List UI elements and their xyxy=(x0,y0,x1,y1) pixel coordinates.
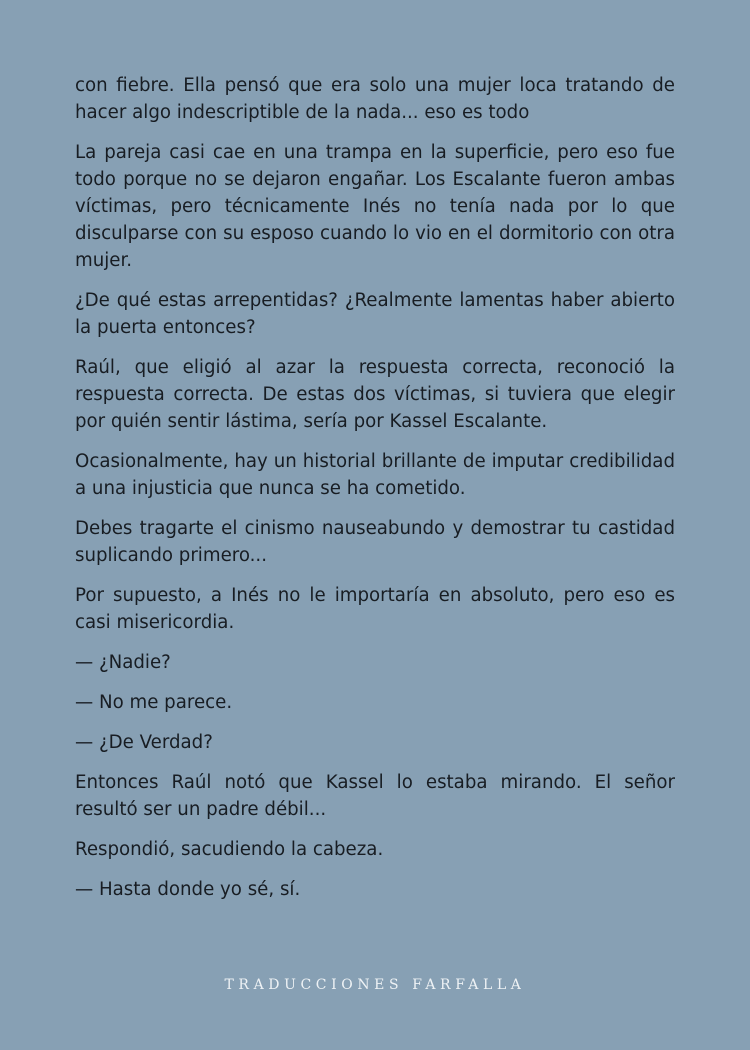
paragraph: Por supuesto, a Inés no le importaría en absoluto, pero eso es casi misericordia. xyxy=(75,585,675,633)
paragraph: La pareja casi cae en una trampa en la superficie, pero eso fue todo porque no se dejaron engañar. Los Escalante fueron ambas víctimas, pero técnicamente Inés no tenía nada por lo que disculparse con su esposo cuando lo vio en el dormitorio con otra mujer. xyxy=(75,142,675,271)
paragraph: Entonces Raúl notó que Kassel lo estaba mirando. El señor resultó ser un padre débil... xyxy=(75,772,675,820)
dialogue-line: — ¿De Verdad? xyxy=(75,732,213,753)
page-text xyxy=(75,72,675,916)
paragraph: con fiebre. Ella pensó que era solo una mujer loca tratando de hacer algo indescriptible de la nada... eso es todo xyxy=(75,75,675,123)
footer-credit: TRADUCCIONES FARFALLA xyxy=(224,977,526,993)
dialogue-line: — ¿Nadie? xyxy=(75,652,171,673)
paragraph: Ocasionalmente, hay un historial brillante de imputar credibilidad a una injusticia que nunca se ha cometido. xyxy=(75,451,675,499)
paragraph: ¿De qué estas arrepentidas? ¿Realmente lamentas haber abierto la puerta entonces? xyxy=(75,290,675,338)
paragraph: Respondió, sacudiendo la cabeza. xyxy=(75,839,384,860)
paragraph: Debes tragarte el cinismo nauseabundo y demostrar tu castidad suplicando primero... xyxy=(75,518,675,566)
dialogue-line: — Hasta donde yo sé, sí. xyxy=(75,879,301,900)
paragraph: Raúl, que eligió al azar la respuesta correcta, reconoció la respuesta correcta. De estas dos víctimas, si tuviera que elegir por quién sentir lástima, sería por Kassel Escalante. xyxy=(75,357,675,432)
dialogue-line: — No me parece. xyxy=(75,692,233,713)
